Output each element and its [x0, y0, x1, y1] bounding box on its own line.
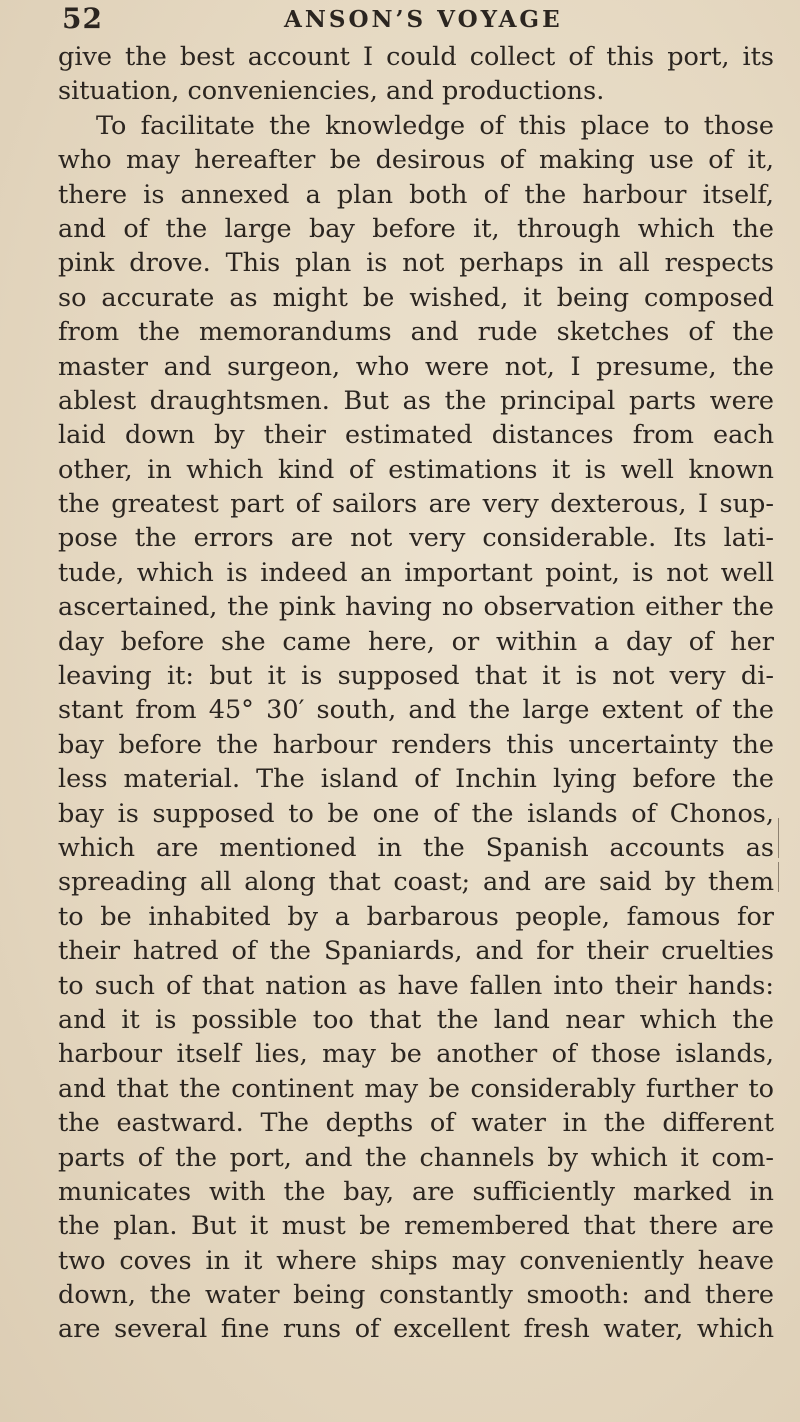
- text-line: other, in which kind of estimations it is well known: [58, 454, 774, 485]
- text-line: ablest draughtsmen. But as the principal parts were: [58, 385, 774, 416]
- text-line: to such of that nation as have fallen into their hands:: [58, 970, 774, 1001]
- text-line: bay before the harbour renders this uncertainty the: [58, 729, 774, 760]
- text-line: harbour itself lies, may be another of those islands,: [58, 1039, 774, 1070]
- page-number: 52: [62, 2, 103, 35]
- text-line: situation, conveniencies, and productions.: [58, 76, 605, 107]
- page-header: [62, 0, 762, 40]
- text-line: pose the errors are not very considerable. Its lati-: [58, 523, 774, 554]
- text-line: down, the water being constantly smooth: and there: [58, 1280, 774, 1311]
- text-line: municates with the bay, are sufficiently marked in: [58, 1176, 774, 1207]
- text-line: the eastward. The depths of water in the different: [58, 1108, 774, 1139]
- text-line: master and surgeon, who were not, I presume, the: [58, 351, 774, 382]
- text-line: two coves in it where ships may conveniently heave: [58, 1245, 774, 1276]
- text-line: parts of the port, and the channels by which it com-: [58, 1142, 774, 1173]
- text-line: the greatest part of sailors are very dexterous, I sup-: [58, 489, 774, 520]
- text-line: To facilitate the knowledge of this place to those: [96, 110, 774, 141]
- text-line: who may hereafter be desirous of making use of it,: [58, 145, 774, 176]
- margin-bleed-marks: [770, 0, 800, 1422]
- text-line: their hatred of the Spaniards, and for their cruelties: [58, 936, 774, 967]
- text-line: which are mentioned in the Spanish accounts as: [58, 832, 774, 863]
- text-line: and that the continent may be considerably further to: [58, 1073, 774, 1104]
- text-line: pink drove. This plan is not perhaps in all respects: [58, 248, 774, 279]
- text-line: there is annexed a plan both of the harbour itself,: [58, 179, 774, 210]
- text-line: tude, which is indeed an important point, is not well: [58, 557, 774, 588]
- text-line: from the memorandums and rude sketches of the: [58, 317, 774, 348]
- text-line: and it is possible too that the land near which the: [58, 1004, 774, 1035]
- text-line: bay is supposed to be one of the islands of Chonos,: [58, 798, 774, 829]
- text-line: stant from 45° 30′ south, and the large extent of the: [58, 695, 774, 726]
- text-line: spreading all along that coast; and are said by them: [58, 867, 774, 898]
- text-line: the plan. But it must be remembered that there are: [58, 1211, 774, 1242]
- text-line: and of the large bay before it, through which the: [58, 213, 774, 244]
- text-line: give the best account I could collect of this port, its: [58, 42, 774, 72]
- text-line: laid down by their estimated distances from each: [58, 420, 774, 451]
- body-text: [58, 40, 774, 1347]
- text-line: to be inhabited by a barbarous people, famous for: [58, 901, 774, 932]
- text-line: so accurate as might be wished, it being composed: [58, 282, 774, 313]
- bleed-mark: [778, 818, 779, 858]
- text-line: ascertained, the pink having no observation either the: [58, 592, 774, 623]
- bleed-mark: [778, 862, 779, 892]
- text-line: are several fine runs of excellent fresh water, which: [58, 1314, 774, 1345]
- text-line: day before she came here, or within a day of her: [58, 626, 774, 657]
- running-head: ANSON’S VOYAGE: [284, 6, 563, 33]
- text-line: leaving it: but it is supposed that it is not very di-: [58, 661, 774, 692]
- text-line: less material. The island of Inchin lying before the: [58, 764, 774, 795]
